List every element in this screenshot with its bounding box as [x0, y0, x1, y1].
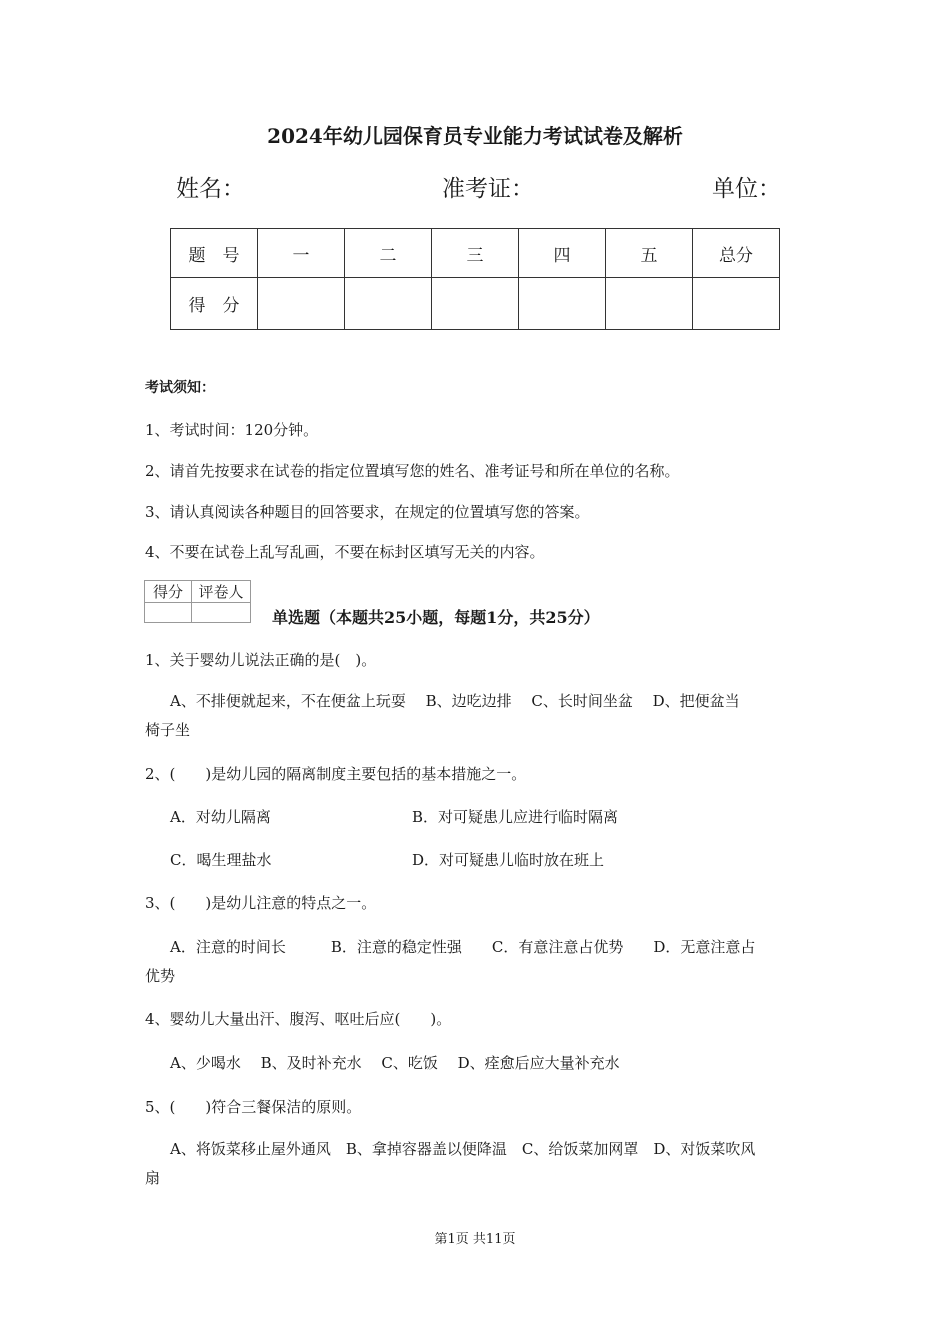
- score-table-cell: 一: [258, 229, 345, 278]
- question-stem: 4、婴幼儿大量出汗、腹泻、呕吐后应( )。: [145, 1010, 452, 1028]
- ticket-number-label: 准考证：: [442, 176, 534, 202]
- score-input-cell[interactable]: [693, 278, 780, 330]
- question-options: A、不排便就起来，不在便盆上玩耍 B、边吃边排 C、长时间坐盆 D、把便盆当: [170, 692, 740, 710]
- score-table-cell: 五: [606, 229, 693, 278]
- grader-score-label: 得分: [145, 581, 192, 603]
- notice-item: 2、请首先按要求在试卷的指定位置填写您的姓名、准考证号和所在单位的名称。: [145, 462, 680, 480]
- name-label: 姓名：: [176, 176, 245, 202]
- score-input-cell[interactable]: [345, 278, 432, 330]
- option-d: D．对可疑患儿临时放在班上: [412, 851, 605, 869]
- score-table-cell: 总分: [693, 229, 780, 278]
- grader-name-cell[interactable]: [192, 603, 251, 623]
- question-stem: 3、( )是幼儿注意的特点之一。: [145, 894, 377, 912]
- section-title: 单选题（本题共25小题，每题1分，共25分）: [272, 608, 600, 627]
- page-title: 2024年幼儿园保育员专业能力考试试卷及解析: [267, 124, 683, 148]
- unit-label: 单位：: [712, 176, 781, 202]
- question-stem: 5、( )符合三餐保洁的原则。: [145, 1098, 362, 1116]
- notice-item: 3、请认真阅读各种题目的回答要求，在规定的位置填写您的答案。: [145, 503, 590, 521]
- question-stem: 2、( )是幼儿园的隔离制度主要包括的基本措施之一。: [145, 765, 527, 783]
- question-options: A．注意的时间长 B．注意的稳定性强 C．有意注意占优势 D．无意注意占: [170, 938, 756, 956]
- option-b: B．对可疑患儿应进行临时隔离: [412, 808, 619, 826]
- notice-item: 1、考试时间：120分钟。: [145, 421, 319, 439]
- score-input-cell[interactable]: [606, 278, 693, 330]
- score-table-score-row: [171, 278, 780, 330]
- score-input-cell[interactable]: [258, 278, 345, 330]
- question-options: A、少喝水 B、及时补充水 C、吃饭 D、痊愈后应大量补充水: [170, 1054, 620, 1072]
- score-table-cell: 二: [345, 229, 432, 278]
- notice-item: 4、不要在试卷上乱写乱画，不要在标封区填写无关的内容。: [145, 543, 545, 561]
- grader-name-label: 评卷人: [192, 581, 251, 603]
- question-stem: 1、关于婴幼儿说法正确的是( )。: [145, 651, 377, 669]
- score-input-cell[interactable]: [432, 278, 519, 330]
- question-options-continued: 优势: [145, 967, 176, 985]
- score-table-cell: 得 分: [171, 278, 258, 330]
- grader-box: [144, 580, 251, 623]
- option-a: A．对幼儿隔离: [170, 808, 271, 826]
- score-table-cell: 题 号: [171, 229, 258, 278]
- score-input-cell[interactable]: [519, 278, 606, 330]
- score-table-cell: 四: [519, 229, 606, 278]
- grader-score-cell[interactable]: [145, 603, 192, 623]
- score-table-header-row: [171, 229, 780, 278]
- question-options-continued: 扇: [145, 1169, 161, 1187]
- question-options-continued: 椅子坐: [145, 721, 191, 739]
- notice-heading: 考试须知：: [145, 380, 215, 396]
- question-options: A、将饭菜移止屋外通风 B、拿掉容器盖以便降温 C、给饭菜加网罩 D、对饭菜吹风: [170, 1140, 756, 1158]
- score-table: [170, 228, 780, 330]
- option-c: C．喝生理盐水: [170, 851, 272, 869]
- page-footer: 第1页 共11页: [434, 1232, 516, 1247]
- score-table-cell: 三: [432, 229, 519, 278]
